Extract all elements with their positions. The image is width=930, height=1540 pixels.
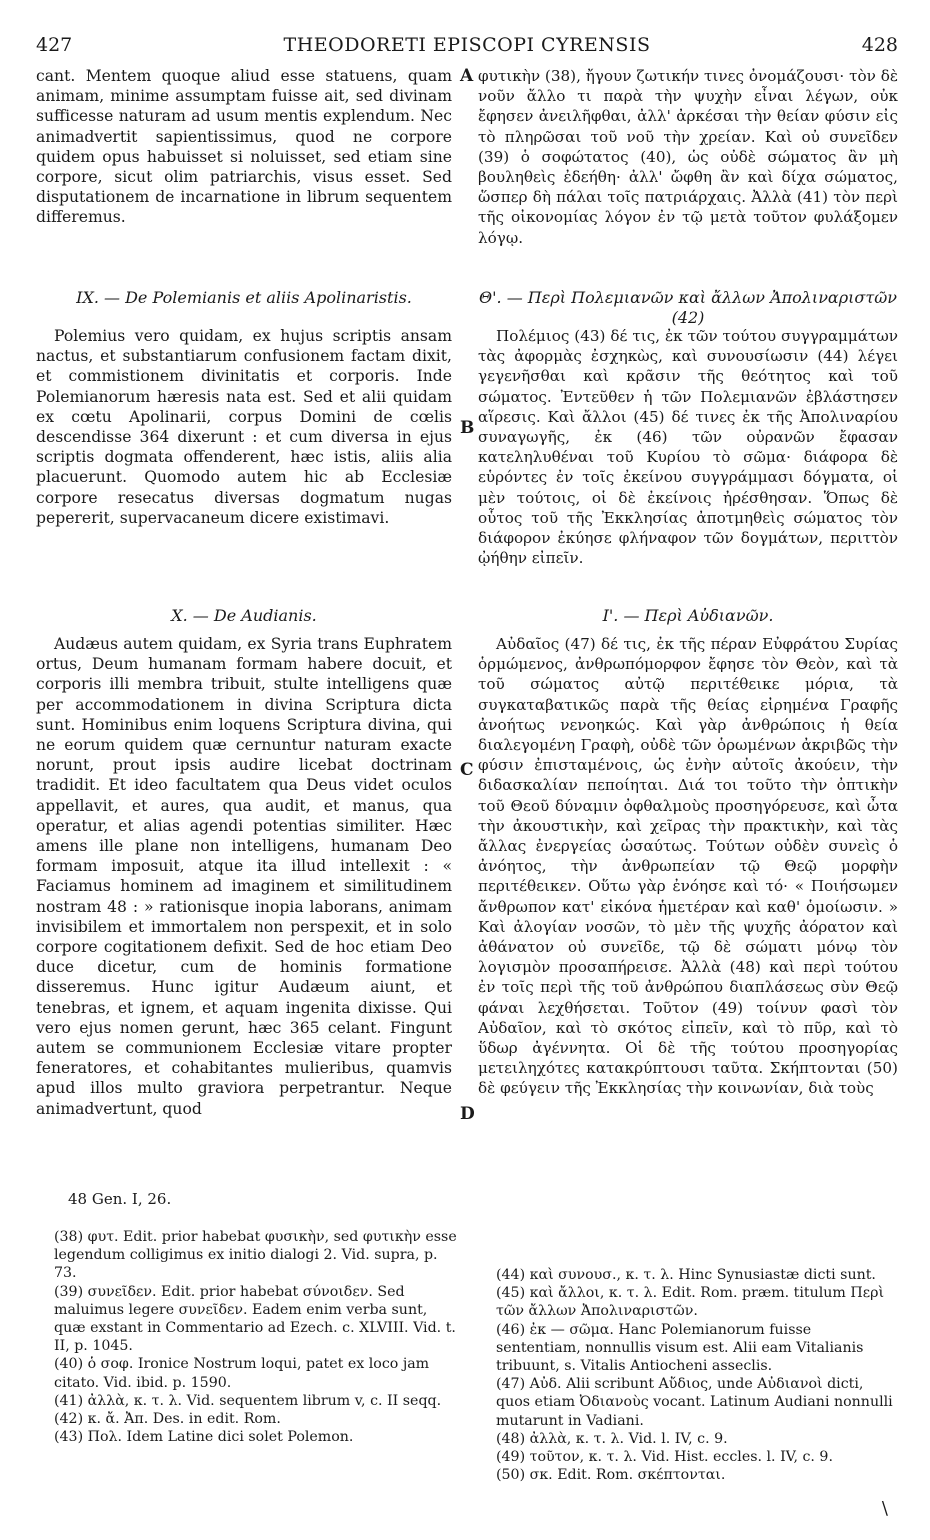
- footnote-42: (42) κ. ἄ. Ἀπ. Des. in edit. Rom.: [54, 1411, 281, 1428]
- margin-marker-c: C: [460, 760, 474, 780]
- latin-heading-10: X. — De Audianis.: [171, 606, 317, 625]
- footnote-46: (46) ἐκ — σῶμα. Hanc Polemianorum fuisse sententiam, nonnullis visum est. Alii eam Vitalianis tribuunt, s. Vitalis Antiocheni asseclis.: [496, 1321, 864, 1375]
- footnote-44: (44) καὶ συνουσ., κ. τ. λ. Hinc Synusiastæ dicti sunt.: [496, 1267, 876, 1283]
- footnotes-right: [496, 1266, 896, 1484]
- greek-heading-9: Θ'. — Περὶ Πολεμιανῶν καὶ ἄλλων Ἀπολιναριστῶν (42): [479, 288, 897, 327]
- footnote-48: (48) ἀλλὰ, κ. τ. λ. Vid. l. IV, c. 9.: [496, 1430, 728, 1447]
- page-number-right: 428: [861, 34, 898, 56]
- greek-heading-9-wrap: [478, 288, 898, 328]
- greek-column-block-3: [478, 634, 898, 1180]
- page-number-left: 427: [36, 34, 73, 56]
- latin-heading-10-wrap: [36, 606, 452, 630]
- latin-paragraph-1: cant. Mentem quoque aliud esse statuens, quam animam, minime assumptam fuisse ait, sed divinam sufficesse naturam ad usum mentis explendum. Nec animadvertit sapientissimus, quod ne corpore quidem opus habuisset si noluisset, sed etiam sine corpore, sicut olim patriarchis, visus esset. Sed disputationem de incarnatione in librum sequentem differemus.: [36, 67, 452, 227]
- margin-marker-d: D: [460, 1104, 475, 1124]
- greek-column-block-2: [478, 326, 898, 604]
- margin-marker-b: B: [460, 418, 475, 438]
- footnote-39: (39) συνεῖδεν. Edit. prior habebat σύνοιδεν. Sed maluimus legere συνεῖδεν. Eadem enim verba sunt, quæ exstant in Commentario ad Ezech. c. XLVIII. Vid. t. II, p. 1045.: [54, 1283, 456, 1355]
- margin-marker-a: A: [460, 66, 474, 86]
- latin-paragraph-2: Polemius vero quidam, ex hujus scriptis ansam nactus, et substantiarum confusionem factam dixit, et commistionem divinitatis et corporis. Inde Polemianorum hæresis nata est. Sed et alii quidam ex cœtu Apolinarii, corpus Domini de cœlis descendisse 364 dixerunt : et cum diversa in ejus scriptis dogmata offenderent, hæc istis, aliis alia placuerunt. Quomodo autem hic ab Ecclesiæ corpore resecatus diversas dogmatum nugas pepererit, supervacaneum dicere existimavi.: [36, 327, 452, 527]
- footnote-40: (40) ὁ σοφ. Ironice Nostrum loqui, patet ex loco jam citato. Vid. ibid. p. 1590.: [54, 1356, 430, 1391]
- footnote-50: (50) σκ. Edit. Rom. σκέπτονται.: [496, 1467, 726, 1484]
- greek-column-block-1: [478, 66, 898, 298]
- latin-column-block-1: [36, 66, 452, 298]
- footnote-47: (47) Αὐδ. Alii scribunt Αὔδιος, unde Αὐδιανοὶ dicti, quos etiam Ὀδιανοὺς vocant. Latinum Audiani nonnulli mutarunt in Vadiani.: [496, 1376, 893, 1429]
- footnote-45: (45) καὶ ἄλλοι, κ. τ. λ. Edit. Rom. præm. titulum Περὶ τῶν ἄλλων Ἀπολιναριστῶν.: [496, 1285, 885, 1320]
- corner-mark: \: [881, 1498, 888, 1519]
- latin-column-block-2: [36, 326, 452, 568]
- footnote-38: (38) φυτ. Edit. prior habebat φυσικὴν, sed φυτικὴν esse legendum colligimus ex initio dialogi 2. Vid. supra, p. 73.: [54, 1229, 457, 1282]
- page-header: [36, 34, 898, 60]
- latin-heading-9: IX. — De Polemianis et aliis Apolinaristis.: [76, 288, 412, 307]
- footnote-49: (49) τοῦτον, κ. τ. λ. Vid. Hist. eccles. l. IV, c. 9.: [496, 1449, 833, 1466]
- latin-column-block-3: [36, 634, 452, 1180]
- latin-heading-9-wrap: [36, 288, 452, 312]
- greek-heading-10-wrap: [478, 606, 898, 630]
- greek-paragraph-3: Αὐδαῖος (47) δέ τις, ἐκ τῆς πέραν Εὐφράτου Συρίας ὁρμώμενος, ἀνθρωπόμορφον ἔφησε τὸν Θεὸν, καὶ τὰ τοῦ σώματος αὐτῷ περιτέθεικε μόρια, τὰ συγκαταβατικῶς παρὰ τῆς θείας εἰρημένα Γραφῆς ἀνοήτως νενοηκώς. Καὶ γὰρ ἀνθρώποις ἡ θεία διαλεγομένη Γραφὴ, οὐδὲ τῶν ὁρωμένων ἀκριβῶς τὴν φύσιν ἐπισταμένοις, ὡς ἐνὴν αὐτοῖς ἀκούειν, τὴν διδασκαλίαν πεποίηται. Διά τοι τοῦτο τὴν ὀπτικὴν τοῦ Θεοῦ δύναμιν ὀφθαλμοὺς προσηγόρευσε, καὶ ὦτα τὴν ἀκουστικὴν, καὶ χεῖρας τὴν πρακτικὴν, καὶ τὰς ἄλλας ἐνεργείας ὡσαύτως. Τούτων οὐδὲν συνεὶς ὁ ἀνόητος, τὴν ἀνθρωπείαν τῷ Θεῷ μορφὴν περιτέθεικεν. Οὕτω γὰρ ἐνόησε καὶ τό· « Ποιήσωμεν ἄνθρωπον κατ' εἰκόνα ἡμετέραν καὶ καθ' ὁμοίωσιν. » Καὶ ἀλογίαν νοσῶν, τὸ μὲν τῆς ψυχῆς ἀόρατον καὶ ἀθάνατον οὐ συνεῖδε, τῷ δὲ σώματι μόνῳ τὸν λογισμὸν προσαπήρεισε. Ἀλλὰ (48) καὶ περὶ τούτου ἐν τοῖς περὶ τῆς τοῦ ἀνθρώπου διαπλάσεως σὺν Θεῷ φάναι λεχθήσεται. Τοῦτον (49) τοίνυν φασὶ τὸν Αὐδαῖον, καὶ τὸ σκότος εἰπεῖν, καὶ τὸ πῦρ, καὶ τὸ ὕδωρ ἀγέννητα. Οἱ δὲ τῆς τούτου προσηγορίας μετειληχότες κατακρύπτουσι ταῦτα. Σκήπτονται (50) δὲ φεύγειν τῆς Ἐκκλησίας τὴν κοινωνίαν, διὰ τοὺς: [478, 635, 898, 1098]
- latin-paragraph-3: Audæus autem quidam, ex Syria trans Euphratem ortus, Deum humanam formam habere docuit, et corporis illi membra tribuit, stulte intelligens quæ per accommodationem in divina Scriptura dicta sunt. Hominibus enim loquens Scriptura divina, qui ne eorum quidem quæ cernuntur naturam exacte norunt, prout ipsis audire licebat doctrinam tradidit. Et ideo facultatem qua Deus videt oculos appellavit, et aures, qua audit, et manus, qua operatur, et alias agendi potentias similiter. Hæc amens ille plane non intelligens, humanam Deo formam imposuit, atque ita illud intellexit : « Faciamus hominem ad imaginem et similitudinem nostram 48 : » rationisque inopia laborans, animam invisibilem et immortalem non perspexit, et in solo corpore cogitationem defixit. Sed de hoc etiam Deo duce dicetur, cum de hominis formatione disseremus. Hunc igitur Audæum aiunt, et tenebras, et ignem, et aquam ingenita dixisse. Qui vero ejus nomen gerunt, hæc 365 celant. Fingunt autem se communionem Ecclesiæ vitare propter feneratores, et cohabitantes mulieribus, quamvis apud illos multo graviora perpetrantur. Neque animadvertunt, quod: [36, 635, 452, 1118]
- footnote-41: (41) ἀλλὰ, κ. τ. λ. Vid. sequentem librum v, c. II seqq.: [54, 1392, 442, 1409]
- footnote-43: (43) Πολ. Idem Latine dici solet Polemon.: [54, 1429, 354, 1446]
- scripture-reference: 48 Gen. I, 26.: [68, 1190, 172, 1208]
- greek-paragraph-1: φυτικὴν (38), ἤγουν ζωτικήν τινες ὀνομάζουσι· τὸν δὲ νοῦν ἄλλο τι παρὰ τὴν ψυχὴν εἶναι λέγων, οὐκ ἔφησεν ἀνειλῆφθαι, ἀλλ' ἀρκέσαι τὴν θείαν φύσιν εἰς τὸ πληρῶσαι τοῦ νοῦ τὴν χρείαν. Καὶ οὐ συνεῖδεν (39) ὁ σοφώτατος (40), ὡς οὐδὲ σώματος ἂν μὴ βουληθεὶς ἐδεήθη· ἀλλ' ὤφθη ἂν καὶ δίχα σώματος, ὥσπερ δὴ πάλαι τοῖς πατριάρχαις. Ἀλλὰ (41) τὸν περὶ τῆς οἰκονομίας λόγον ἐν τῷ μετὰ τοῦτον φυλάξομεν λόγῳ.: [478, 67, 898, 247]
- footnotes-left: [54, 1228, 458, 1446]
- greek-paragraph-2: Πολέμιος (43) δέ τις, ἐκ τῶν τούτου συγγραμμάτων τὰς ἀφορμὰς ἐσχηκὼς, καὶ συνουσίωσιν (44) λέγει γεγενῆσθαι καὶ κρᾶσιν τῆς θεότητος καὶ τοῦ σώματος. Ἐντεῦθεν ἡ τῶν Πολεμιανῶν ἐβλάστησεν αἵρεσις. Καὶ ἄλλοι (45) δέ τινες ἐκ τῆς Ἀπολιναρίου συναγωγῆς, ἐκ (46) τῶν οὐρανῶν ἔφασαν κατεληλυθέναι τοῦ Κυρίου τὸ σῶμα· διάφορα δὲ εὑρόντες ἐν τοῖς ἐκείνου συγγράμμασι δόγματα, οἱ μὲν τούτοις, οἱ δὲ ἐκείνοις ἠρέσθησαν. Ὅπως δὲ οὗτος τοῦ τῆς Ἐκκλησίας ἀποτμηθεὶς σώματος τὸν διάφορον ἐκύησε φλήναφον τῶν δογμάτων, περιττὸν ᾠήθην εἰπεῖν.: [478, 327, 898, 568]
- running-title: THEODORETI EPISCOPI CYRENSIS: [283, 34, 651, 56]
- greek-heading-10: Ι'. — Περὶ Αὐδιανῶν.: [602, 606, 774, 625]
